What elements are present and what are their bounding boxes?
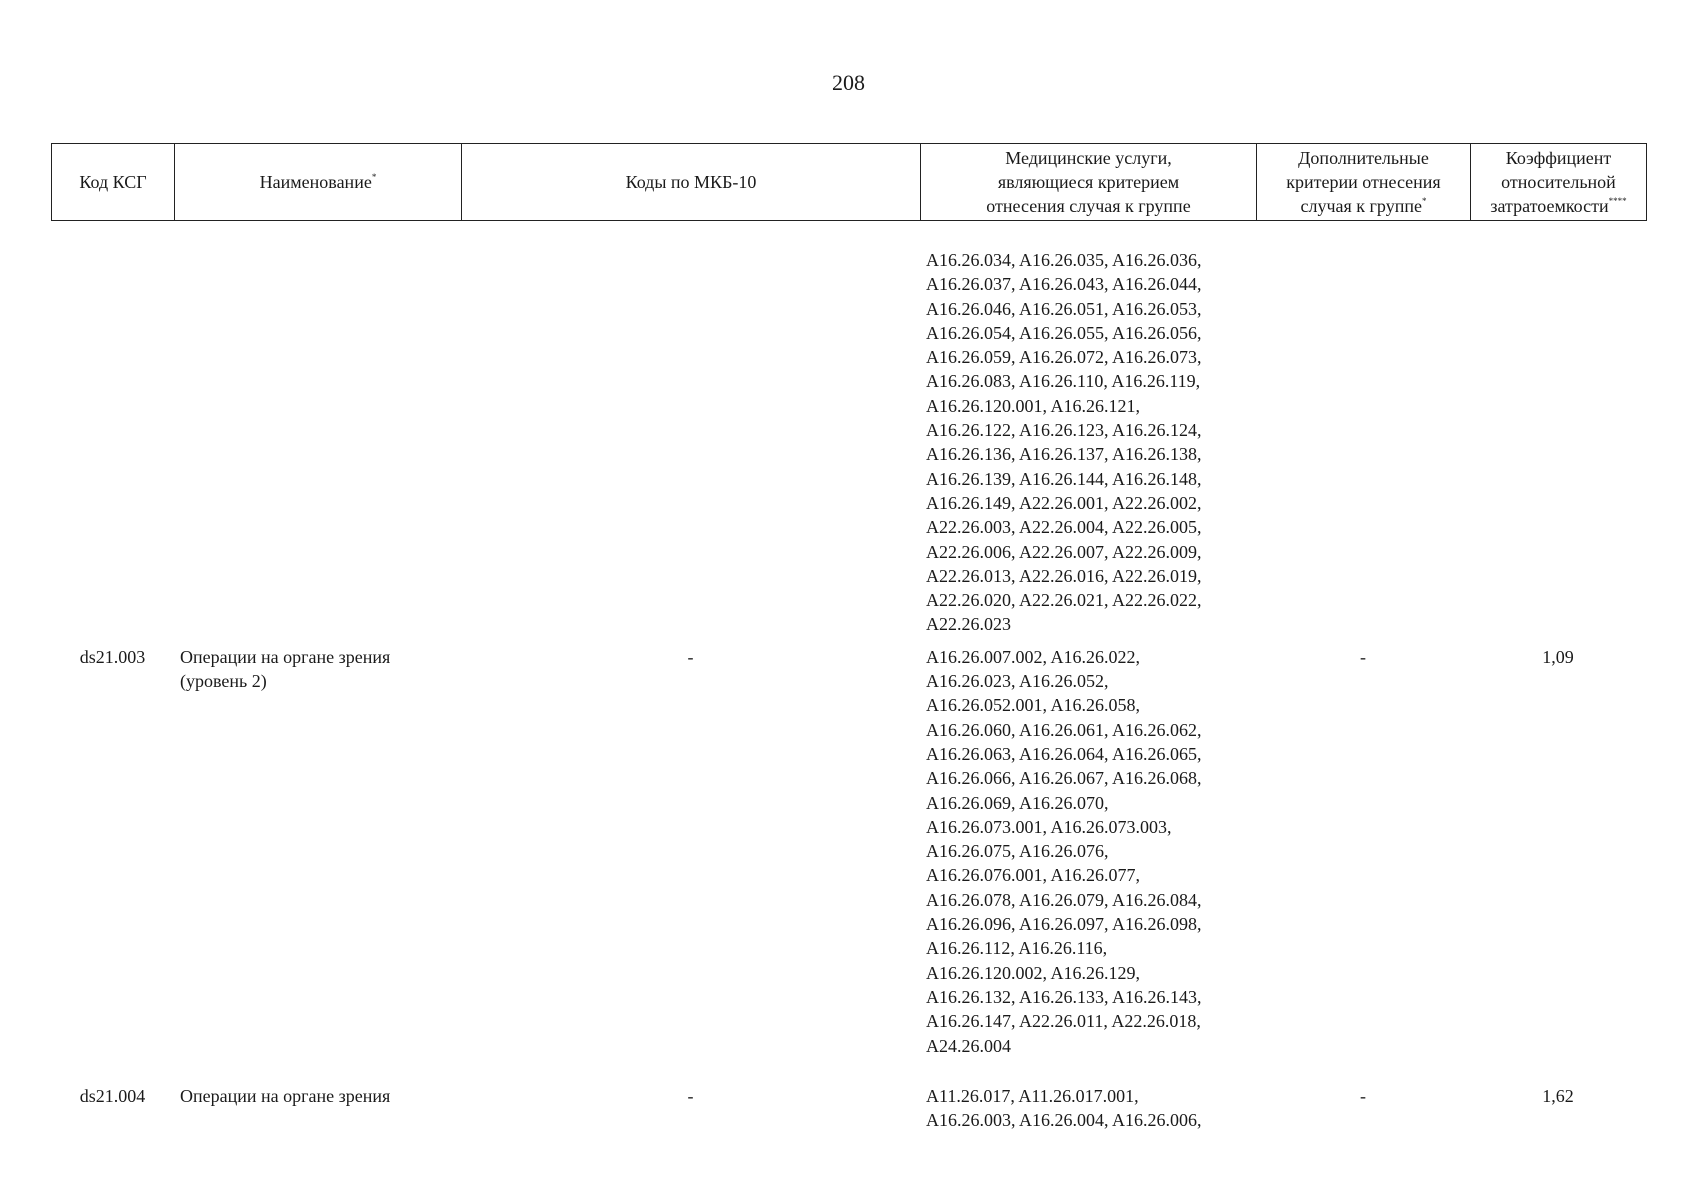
name-line: Операции на органе зрения: [180, 646, 391, 667]
cell-services: [920, 248, 1256, 645]
header-services: [921, 144, 1257, 221]
header-name-footnote-mark: *: [371, 172, 377, 182]
service-line: A16.26.149, A22.26.001, A22.26.002,: [926, 492, 1202, 513]
header-name-text: Наименование: [259, 172, 372, 192]
header-row: [52, 144, 1647, 221]
service-line: A16.26.054, A16.26.055, A16.26.056,: [926, 322, 1202, 343]
service-line: A16.26.139, A16.26.144, A16.26.148,: [926, 468, 1202, 489]
service-line: A16.26.132, A16.26.133, A16.26.143,: [926, 986, 1202, 1007]
service-line: A16.26.003, A16.26.004, A16.26.006,: [926, 1110, 1202, 1131]
header-code-text: Код КСГ: [79, 172, 147, 192]
table-header: [51, 143, 1647, 221]
cell-mkb: -: [687, 1085, 694, 1106]
cell-services: [920, 1084, 1256, 1133]
service-line: A16.26.120.001, A16.26.121,: [926, 395, 1141, 416]
name-line: (уровень 2): [180, 671, 267, 692]
header-services-line: отнесения случая к группе: [986, 196, 1191, 216]
header-additional-footnote-mark: *: [1421, 196, 1427, 206]
header-additional-line: Дополнительные: [1298, 148, 1429, 168]
header-coef: [1471, 144, 1647, 221]
cell-name: [174, 248, 461, 645]
header-services-line: являющиеся критерием: [997, 172, 1180, 192]
cell-name: [174, 1084, 461, 1133]
table-body: [51, 248, 1646, 1132]
service-line: A16.26.078, A16.26.079, A16.26.084,: [926, 889, 1202, 910]
cell-mkb: -: [687, 646, 694, 667]
table-row: [51, 248, 1646, 645]
service-line: A11.26.017, A11.26.017.001,: [926, 1085, 1139, 1106]
service-line: A16.26.096, A16.26.097, A16.26.098,: [926, 914, 1202, 935]
service-line: A16.26.147, A22.26.011, A22.26.018,: [926, 1011, 1201, 1032]
cell-coef: [1470, 248, 1646, 645]
service-line: A22.26.003, A22.26.004, A22.26.005,: [926, 517, 1202, 538]
header-additional-line: критерии отнесения: [1286, 172, 1441, 192]
cell-code: ds21.004: [79, 1085, 146, 1106]
service-line: A16.26.136, A16.26.137, A16.26.138,: [926, 444, 1202, 465]
header-additional-text: случая к группе: [1300, 196, 1422, 216]
header-mkb-text: Коды по МКБ-10: [625, 172, 757, 192]
service-line: A16.26.075, A16.26.076,: [926, 841, 1109, 862]
cell-name: [174, 645, 461, 1084]
service-line: A22.26.006, A22.26.007, A22.26.009,: [926, 541, 1202, 562]
cell-coef: 1,09: [1542, 646, 1574, 667]
service-line: A16.26.052.001, A16.26.058,: [926, 695, 1141, 716]
service-line: A22.26.023: [926, 614, 1011, 635]
service-line: A16.26.069, A16.26.070,: [926, 792, 1109, 813]
service-line: A16.26.034, A16.26.035, A16.26.036,: [926, 250, 1202, 270]
header-name: [175, 144, 462, 221]
service-line: A16.26.059, A16.26.072, A16.26.073,: [926, 347, 1202, 368]
service-line: A16.26.023, A16.26.052,: [926, 671, 1109, 692]
service-line: A16.26.122, A16.26.123, A16.26.124,: [926, 420, 1202, 441]
service-line: A22.26.020, A22.26.021, A22.26.022,: [926, 590, 1202, 611]
service-line: A16.26.073.001, A16.26.073.003,: [926, 816, 1172, 837]
service-line: A16.26.063, A16.26.064, A16.26.065,: [926, 743, 1202, 764]
cell-services: [920, 645, 1256, 1084]
name-line: Операции на органе зрения: [180, 1085, 391, 1106]
table-row: [51, 645, 1646, 1084]
service-line: A16.26.007.002, A16.26.022,: [926, 646, 1141, 667]
service-line: A16.26.066, A16.26.067, A16.26.068,: [926, 768, 1202, 789]
header-services-line: Медицинские услуги,: [1005, 148, 1172, 168]
cell-additional: -: [1360, 1085, 1366, 1106]
service-line: A16.26.076.001, A16.26.077,: [926, 865, 1141, 886]
cell-code: [51, 248, 174, 645]
service-line: A16.26.060, A16.26.061, A16.26.062,: [926, 719, 1202, 740]
service-line: A24.26.004: [926, 1035, 1011, 1056]
header-mkb: [462, 144, 921, 221]
service-line: A16.26.037, A16.26.043, A16.26.044,: [926, 274, 1202, 295]
header-coef-line: Коэффициент: [1505, 148, 1612, 168]
header-coef-footnote-mark: ****: [1608, 196, 1627, 206]
header-coef-line: [1475, 194, 1642, 218]
service-line: A16.26.112, A16.26.116,: [926, 938, 1108, 959]
header-code: [52, 144, 175, 221]
cell-coef: 1,62: [1542, 1085, 1574, 1106]
service-line: A16.26.083, A16.26.110, A16.26.119,: [926, 371, 1201, 392]
cell-additional: -: [1360, 646, 1366, 667]
header-additional: [1257, 144, 1471, 221]
header-coef-text: затратоемкости: [1490, 196, 1609, 216]
table-row: [51, 1084, 1646, 1133]
service-line: A22.26.013, A22.26.016, A22.26.019,: [926, 565, 1202, 586]
service-line: A16.26.046, A16.26.051, A16.26.053,: [926, 298, 1202, 319]
page-number: 208: [832, 70, 865, 95]
service-line: A16.26.120.002, A16.26.129,: [926, 962, 1141, 983]
cell-code: ds21.003: [79, 646, 146, 667]
cell-mkb: [461, 248, 920, 645]
cell-additional: [1256, 248, 1470, 645]
header-coef-line: относительной: [1501, 172, 1616, 192]
header-additional-line: [1261, 194, 1466, 218]
